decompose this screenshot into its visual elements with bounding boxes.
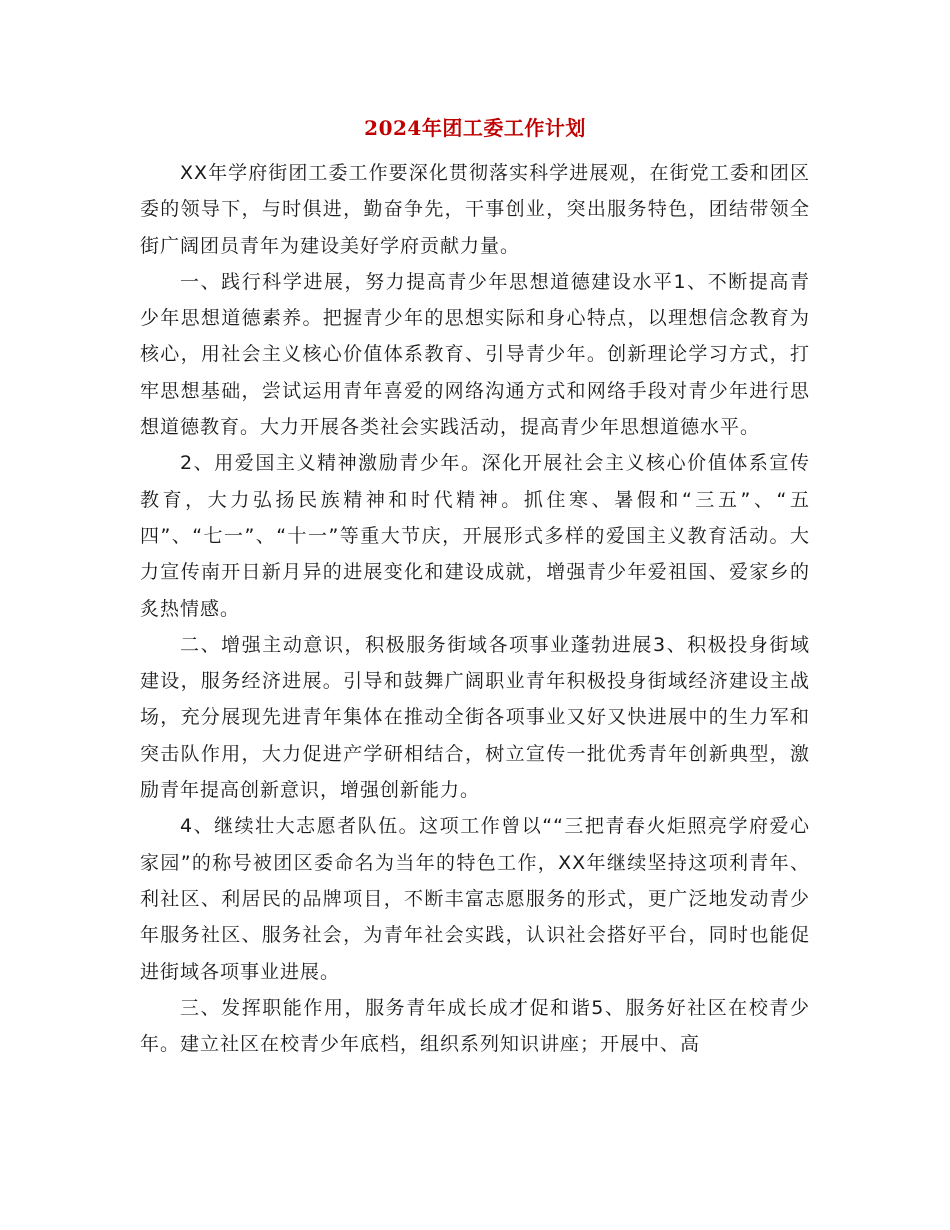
paragraph-section-3: 三、发挥职能作用，服务青年成长成才促和谐5、服务好社区在校青少年。建立社区在校青少年底档，组织系列知识讲座；开展中、高	[140, 996, 810, 1056]
paragraph-item-2: 2、用爱国主义精神激励青少年。深化开展社会主义核心价值体系宣传教育，大力弘扬民族精神和时代精神。抓住寒、暑假和“三五”、“五四”、“七一”、“十一”等重大节庆，开展形式多样的爱国主义教育活动。大力宣传南开日新月异的进展变化和建设成就，增强青少年爱祖国、爱家乡的炙热情感。	[140, 452, 810, 620]
document-body	[140, 155, 810, 1062]
paragraph-intro: XX年学府街团工委工作要深化贯彻落实科学进展观，在街党工委和团区委的领导下，与时俱进，勤奋争先，干事创业，突出服务特色，团结带领全街广阔团员青年为建设美好学府贡献力量。	[140, 162, 810, 257]
paragraph-item-4: 4、继续壮大志愿者队伍。这项工作曾以““三把青春火炬照亮学府爱心家园”的称号被团区委命名为当年的特色工作，XX年继续坚持这项利青年、利社区、利居民的品牌项目，不断丰富志愿服务的形式，更广泛地发动青少年服务社区、服务社会，为青年社会实践，认识社会搭好平台，同时也能促进街域各项事业进展。	[140, 815, 810, 983]
paragraph-section-2: 二、增强主动意识，积极服务街域各项事业蓬勃进展3、积极投身街域建设，服务经济进展。引导和鼓舞广阔职业青年积极投身街域经济建设主战场，充分展现先进青年集体在推动全街各项事业又好又快进展中的生力军和突击队作用，大力促进产学研相结合，树立宣传一批优秀青年创新典型，激励青年提高创新意识，增强创新能力。	[140, 633, 810, 802]
document-title: 2024年团工委工作计划	[364, 116, 586, 140]
paragraph-section-1: 一、践行科学进展，努力提高青少年思想道德建设水平1、不断提高青少年思想道德素养。把握青少年的思想实际和身心特点，以理想信念教育为核心，用社会主义核心价值体系教育、引导青少年。创新理论学习方式，打牢思想基础，尝试运用青年喜爱的网络沟通方式和网络手段对青少年进行思想道德教育。大力开展各类社会实践活动，提高青少年思想道德水平。	[140, 270, 810, 439]
